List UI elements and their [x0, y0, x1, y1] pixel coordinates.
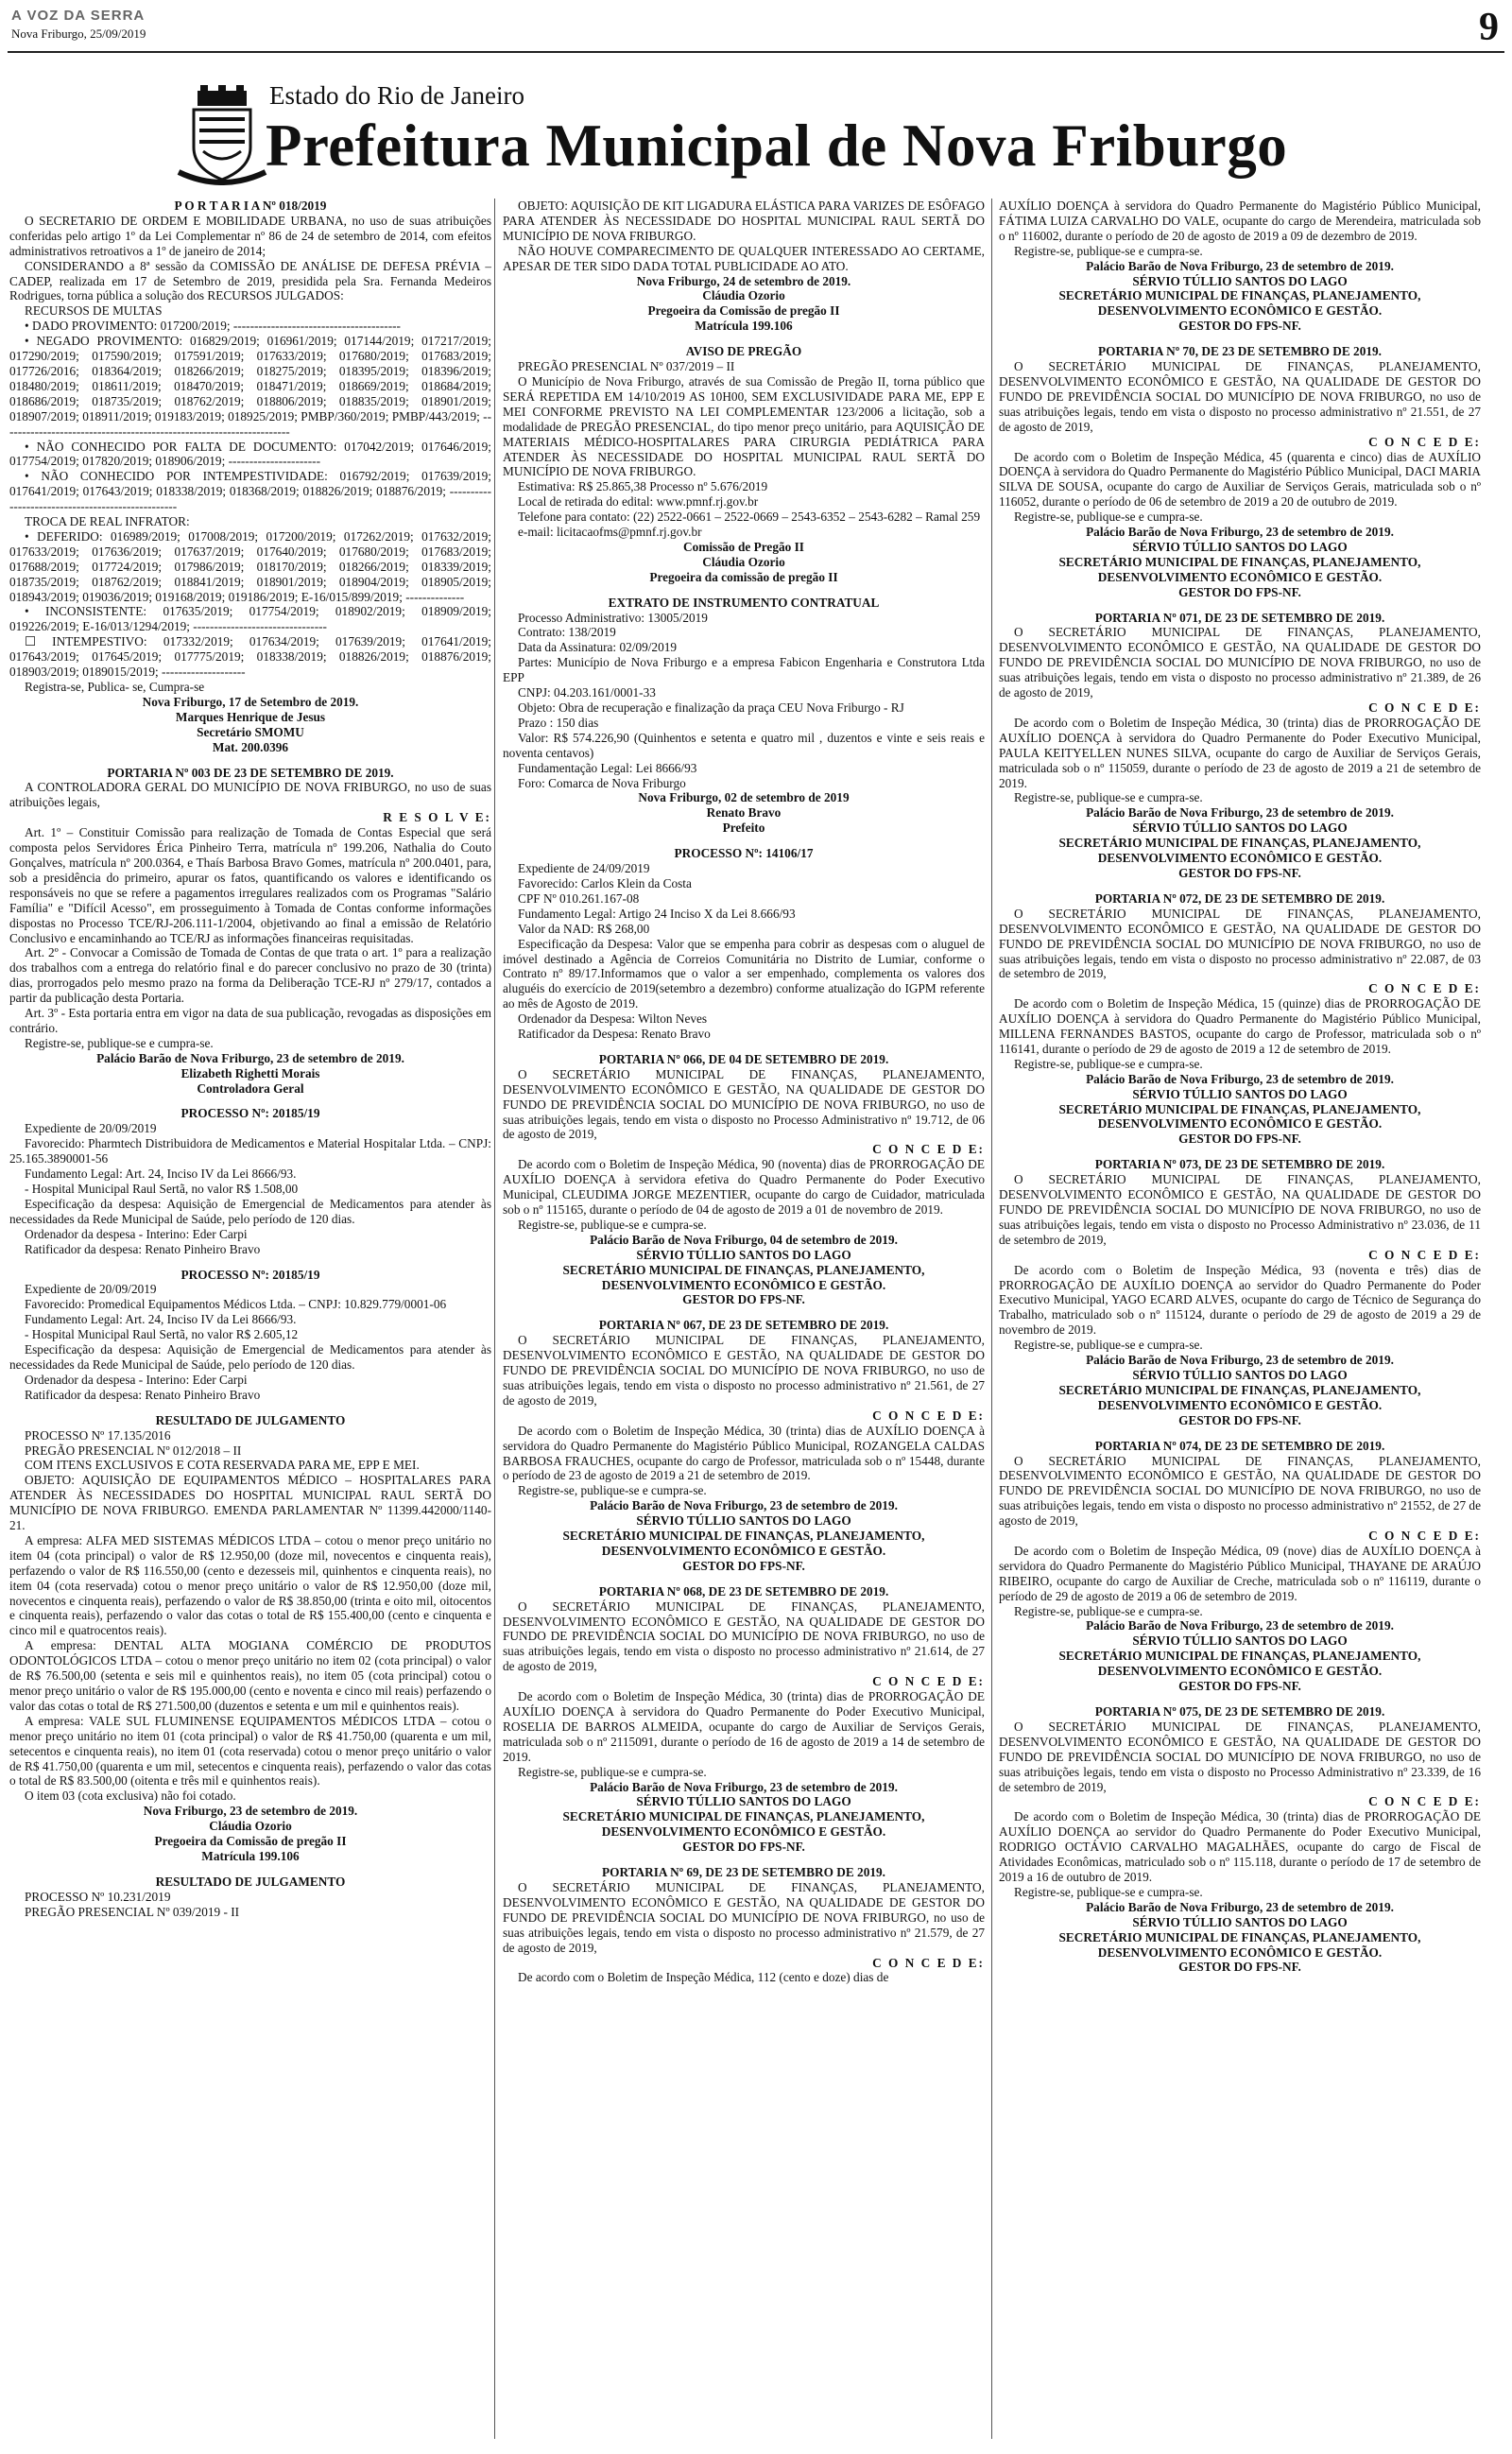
resolution-keyword: C O N C E D E:	[1368, 434, 1481, 449]
page-number: 9	[1479, 6, 1499, 49]
paragraph: Especificação da despesa: Aquisição de Emergencial de Medicamentos para atender às necessidades da Rede Municipal de Saúde, pelo período de 120 dias.	[9, 1342, 491, 1372]
signature-line: GESTOR DO FPS-NF.	[682, 1292, 805, 1307]
signature-line: SÉRVIO TÚLLIO SANTOS DO LAGO	[1132, 273, 1348, 288]
paragraph: Registre-se, publique-se e cumpra-se.	[1014, 1603, 1203, 1618]
paragraph: O SECRETÁRIO MUNICIPAL DE FINANÇAS, PLANEJAMENTO, DESENVOLVIMENTO ECONÔMICO E GESTÃO, NA QUALIDADE DE GESTOR DO FUNDO DE PREVIDÊNCIA SOCIAL DO MUNICÍPIO DE NOVA FRIBURGO, no uso de suas atribuições legais, tendo em vista o disposto no processo administrativo nº 21.579, de 27 de agosto de 2019,	[503, 1879, 985, 1955]
notice-block	[9, 199, 491, 755]
notice-heading: PORTARIA Nº 071, DE 23 DE SETEMBRO DE 2019.	[1094, 610, 1385, 625]
signature-line: P O R T A R I A Nº 018/2019	[174, 199, 327, 213]
paragraph: O SECRETÁRIO MUNICIPAL DE FINANÇAS, PLANEJAMENTO, DESENVOLVIMENTO ECONÔMICO E GESTÃO, NA QUALIDADE DE GESTOR DO FUNDO DE PREVIDÊNCIA SOCIAL DO MUNICÍPIO DE NOVA FRIBURGO, no uso de suas atribuições legais, tendo em vista o disposto no Processo Administrativo nº 19.712, de 06 de agosto de 2019,	[503, 1066, 985, 1142]
signature-line: Palácio Barão de Nova Friburgo, 23 de setembro de 2019.	[1086, 1353, 1394, 1368]
paragraph: Ordenador da despesa - Interino: Eder Carpi	[25, 1372, 248, 1387]
signature-line: Palácio Barão de Nova Friburgo, 23 de setembro de 2019.	[1086, 1618, 1394, 1633]
signature-line: Controladora Geral	[197, 1080, 304, 1096]
paragraph: Favorecido: Carlos Klein da Costa	[518, 875, 692, 890]
paragraph: O SECRETARIO DE ORDEM E MOBILIDADE URBANA, no uso de suas atribuições conferidas pelo artigo 1º da Lei Complementar nº 86 de 24 de setembro de 2014, com efeitos administrativos retroativos a 1º de janeiro de 2014;	[9, 213, 491, 258]
paragraph: De acordo com o Boletim de Inspeção Médica, 93 (noventa e três) dias de PRORROGAÇÃO DE AUXÍLIO DOENÇA ao servidor do Quadro Permanente do Poder Executivo Municipal, YAGO ECARD ALVES, ocupante do cargo de Técnico de Segurança do Trabalho, matriculado sob o nº 115124, durante o período de 29 de agosto de 2019 a 29 de novembro de 2019.	[999, 1262, 1481, 1338]
signature-line: Palácio Barão de Nova Friburgo, 23 de setembro de 2019.	[1086, 1899, 1394, 1914]
paragraph: O item 03 (cota exclusiva) não foi cotado.	[25, 1789, 236, 1804]
paragraph: Art. 3º - Esta portaria entra em vigor na data de sua publicação, revogadas as disposições em contrário.	[9, 1006, 491, 1035]
paragraph: De acordo com o Boletim de Inspeção Médica, 15 (quinze) dias de PRORROGAÇÃO DE AUXÍLIO DOENÇA à servidora do Quadro Permanente do Magistério Público Municipal, MILLENA FERNANDES BASTOS, ocupante do cargo de Professor, matriculada sob o nº 116141, durante o período de 29 de agosto de 2019 a 12 de setembro de 2019.	[999, 996, 1481, 1056]
masthead	[175, 70, 1403, 202]
paragraph: A empresa: DENTAL ALTA MOGIANA COMÉRCIO DE PRODUTOS ODONTOLÓGICOS LTDA – cotou o menor preço unitário no item 02 (cota principal) o valor de R$ 76.500,00 (setenta e seis mil e quinhentos reais), no item 05 (cota principal) cotou o menor preço unitário o valor de R$ 195.000,00 (cento e noventa e cinco mil reais) perfazendo o valor das cotas o total de R$ 271.500,00 (duzentos e setenta e um mil e quinhentos reais).	[9, 1638, 491, 1713]
paragraph: Valor da NAD: R$ 268,00	[518, 921, 650, 936]
notice-heading: PORTARIA Nº 066, DE 04 DE SETEMBRO DE 2019.	[598, 1051, 889, 1066]
paragraph: O SECRETÁRIO MUNICIPAL DE FINANÇAS, PLANEJAMENTO, DESENVOLVIMENTO ECONÔMICO E GESTÃO, NA QUALIDADE DE GESTOR DO FUNDO DE PREVIDÊNCIA SOCIAL DO MUNICÍPIO DE NOVA FRIBURGO, no uso de suas atribuições legais, tendo em vista o disposto no processo administrativo nº 21552, de 27 de agosto de 2019,	[999, 1453, 1481, 1529]
paragraph: Fundamento Legal: Art. 24, Inciso IV da Lei 8666/93.	[25, 1167, 297, 1182]
paragraph: Registre-se, publique-se e cumpra-se.	[1014, 1056, 1203, 1071]
paragraph: Expediente de 24/09/2019	[518, 861, 650, 876]
notice-heading: PROCESSO Nº: 14106/17	[674, 846, 814, 861]
newspaper-name: A VOZ DA SERRA	[11, 8, 146, 24]
paragraph: O SECRETÁRIO MUNICIPAL DE FINANÇAS, PLANEJAMENTO, DESENVOLVIMENTO ECONÔMICO E GESTÃO, NA QUALIDADE DE GESTOR DO FUNDO DE PREVIDÊNCIA SOCIAL DO MUNICÍPIO DE NOVA FRIBURGO, no uso de suas atribuições legais, tendo em vista o disposto no Processo Administrativo nº 23.339, de 16 de setembro de 2019,	[999, 1719, 1481, 1794]
signature-line: Renato Bravo	[706, 805, 782, 821]
paragraph: O SECRETÁRIO MUNICIPAL DE FINANÇAS, PLANEJAMENTO, DESENVOLVIMENTO ECONÔMICO E GESTÃO, NA QUALIDADE DE GESTOR DO FUNDO DE PREVIDÊNCIA SOCIAL DO MUNICÍPIO DE NOVA FRIBURGO, no uso de suas atribuições legais, tendo em vista o disposto no processo administrativo nº 21.561, de 27 de agosto de 2019,	[503, 1333, 985, 1408]
paragraph: Ratificador da despesa: Renato Pinheiro Bravo	[25, 1387, 261, 1402]
paragraph: Art. 1º – Constituir Comissão para realização de Tomada de Contas Especial que será composta pelos Servidores Érica Pinheiro Terra, matrícula nº 199.206, Nathalia do Couto Gonçalves, matrícula nº 200.0364, e Thaís Barbosa Bravo Gomes, matrícula nº 200.0401, para, sob a presidência do primeiro, apurar os fatos, quantificando os valores e identificando os responsáveis no que se refere a pagamentos irregulares realizados com os Programas "Salário Família" e "Difícil Acesso", em prosseguimento à Tomada de Contas conforme informações dispostas no Processo TCE/RJ-206.111-1/2004, objetivando ao final a emissão de Relatório Conclusivo e encaminhando ao TCE/RJ as informações financeiras requisitadas.	[9, 825, 491, 945]
paragraph: Registra-se, Publica- se, Cumpra-se	[25, 680, 205, 694]
paragraph: Favorecido: Pharmtech Distribuidora de Medicamentos e Material Hospitalar Ltda. – CNPJ: 25.165.3890001-56	[9, 1136, 491, 1167]
signature-line: SECRETÁRIO MUNICIPAL DE FINANÇAS, PLANEJAMENTO, DESENVOLVIMENTO ECONÔMICO E GESTÃO.	[1058, 288, 1421, 319]
paragraph: - Hospital Municipal Raul Sertã, no valor R$ 2.605,12	[25, 1327, 299, 1342]
signature-line: Palácio Barão de Nova Friburgo, 23 de setembro de 2019.	[1086, 258, 1394, 273]
resolution-keyword: C O N C E D E:	[872, 1955, 985, 1970]
paragraph: PROCESSO Nº 17.135/2016	[25, 1427, 171, 1443]
signature-line: Palácio Barão de Nova Friburgo, 23 de setembro de 2019.	[1086, 805, 1394, 821]
notice-heading: PORTARIA Nº 072, DE 23 DE SETEMBRO DE 2019.	[1094, 890, 1385, 906]
notice-block	[999, 1157, 1481, 1427]
notice-heading: EXTRATO DE INSTRUMENTO CONTRATUAL	[608, 595, 880, 610]
notice-block	[999, 1439, 1481, 1694]
paragraph: RECURSOS DE MULTAS	[25, 303, 163, 319]
signature-line: GESTOR DO FPS-NF.	[682, 1558, 805, 1573]
signature-line: Palácio Barão de Nova Friburgo, 23 de setembro de 2019.	[96, 1050, 404, 1065]
paragraph: Registre-se, publique-se e cumpra-se.	[518, 1217, 707, 1232]
notice-block	[9, 1268, 491, 1403]
paragraph: O SECRETÁRIO MUNICIPAL DE FINANÇAS, PLANEJAMENTO, DESENVOLVIMENTO ECONÔMICO E GESTÃO, NA QUALIDADE DE GESTOR DO FUNDO DE PREVIDÊNCIA SOCIAL DO MUNICÍPIO DE NOVA FRIBURGO, no uso de suas atribuições legais, tendo em vista o disposto no processo administrativo nº 21.551, de 27 de agosto de 2019,	[999, 359, 1481, 434]
paragraph: COM ITENS EXCLUSIVOS E COTA RESERVADA PARA ME, EPP E MEI.	[25, 1458, 420, 1473]
notice-block	[9, 1106, 491, 1256]
paragraph: Registre-se, publique-se e cumpra-se.	[1014, 1338, 1203, 1353]
signature-line: SÉRVIO TÚLLIO SANTOS DO LAGO	[636, 1513, 851, 1529]
paragraph: Processo Administrativo: 13005/2019	[518, 610, 708, 625]
paragraph: • NÃO CONHECIDO POR FALTA DE DOCUMENTO: 017042/2019; 017646/2019; 017754/2019; 017820/2019; 018906/2019; ----------------------	[9, 439, 491, 469]
paragraph: Fundamento Legal: Artigo 24 Inciso X da Lei 8.666/93	[518, 906, 796, 921]
signature-line: SÉRVIO TÚLLIO SANTOS DO LAGO	[1132, 1633, 1348, 1649]
notice-block	[503, 1318, 985, 1573]
signature-line: SÉRVIO TÚLLIO SANTOS DO LAGO	[1132, 1367, 1348, 1382]
paragraph: Registre-se, publique-se e cumpra-se.	[1014, 243, 1203, 258]
paragraph: OBJETO: AQUISIÇÃO DE KIT LIGADURA ELÁSTICA PARA VARIZES DE ESÔFAGO PARA ATENDER ÀS NECESSIDADE DO HOSPITAL MUNICIPAL RAUL SERTÃ DO MUNICÍPIO DE NOVA FRIBURGO.	[503, 199, 985, 243]
paragraph: Registre-se, publique-se e cumpra-se.	[1014, 510, 1203, 525]
signature-line: Secretário SMOMU	[197, 724, 304, 739]
signature-line: Nova Friburgo, 02 de setembro de 2019	[638, 790, 850, 805]
signature-line: SECRETÁRIO MUNICIPAL DE FINANÇAS, PLANEJAMENTO, DESENVOLVIMENTO ECONÔMICO E GESTÃO.	[1058, 1929, 1421, 1960]
paragraph: • NEGADO PROVIMENTO: 016829/2019; 016961/2019; 017144/2019; 017217/2019; 017290/2019; 017590/2019; 017591/2019; 017633/2019; 017680/2019; 017683/2019; 017726/2016; 018364/2019; 018266/2019; 018275/2019; 018395/2019; 018396/2019; 018480/2019; 018611/2019; 018470/2019; 018471/2019; 018669/2019; 018684/2019; 018686/2019; 018735/2019; 018762/2019; 018806/2019; 018835/2019; 018901/2019; 018907/2019; 018911/2019; 019183/2019; 018925/2019; PMBP/360/2019; PMBP/443/2019; ---------------------------------------------------------------------	[9, 334, 491, 439]
paragraph: Registre-se, publique-se e cumpra-se.	[518, 1483, 707, 1498]
resolution-keyword: C O N C E D E:	[872, 1674, 985, 1689]
paragraph: TROCA DE REAL INFRATOR:	[25, 514, 190, 529]
notice-block	[999, 1704, 1481, 1975]
edition-date: Nova Friburgo, 25/09/2019	[11, 26, 146, 41]
notice-heading: RESULTADO DE JULGAMENTO	[155, 1412, 346, 1427]
signature-line: Mat. 200.0396	[212, 739, 289, 754]
paragraph: Valor: R$ 574.226,90 (Quinhentos e setenta e quatro mil , duzentos e vinte e seis reais e noventa centavos)	[503, 730, 985, 760]
paragraph: O SECRETÁRIO MUNICIPAL DE FINANÇAS, PLANEJAMENTO, DESENVOLVIMENTO ECONÔMICO E GESTÃO, NA QUALIDADE DE GESTOR DO FUNDO DE PREVIDÊNCIA SOCIAL DO MUNICÍPIO DE NOVA FRIBURGO, no uso de suas atribuições legais, tendo em vista o disposto no processo administrativo nº 21.389, de 26 de agosto de 2019,	[999, 625, 1481, 700]
paragraph: - Hospital Municipal Raul Sertã, no valor R$ 1.508,00	[25, 1182, 299, 1196]
notice-block	[503, 1584, 985, 1855]
signature-line: SECRETÁRIO MUNICIPAL DE FINANÇAS, PLANEJAMENTO, DESENVOLVIMENTO ECONÔMICO E GESTÃO.	[1058, 1101, 1421, 1132]
signature-line: GESTOR DO FPS-NF.	[1178, 319, 1301, 334]
page-header	[8, 6, 1504, 53]
signature-line: Matrícula 199.106	[201, 1848, 300, 1863]
paragraph: Objeto: Obra de recuperação e finalização da praça CEU Nova Friburgo - RJ	[518, 700, 904, 715]
notice-heading: PORTARIA Nº 003 DE 23 DE SETEMBRO DE 2019.	[107, 765, 394, 780]
paragraph: De acordo com o Boletim de Inspeção Médica, 30 (trinta) dias de AUXÍLIO DOENÇA à servidora do Quadro Permanente do Magistério Público Municipal, ROZANGELA CALDAS BARBOSA FRAUCHES, ocupante do cargo de Professor, matriculada sob o nº 15448, durante o período de 23 de agosto de 2019 a 21 de setembro de 2019.	[503, 1423, 985, 1483]
paragraph: Ratificador da Despesa: Renato Bravo	[518, 1027, 711, 1042]
prefeitura-title: Prefeitura Municipal de Nova Friburgo	[266, 112, 1288, 179]
column-2	[503, 199, 985, 2439]
notice-heading: RESULTADO DE JULGAMENTO	[155, 1874, 346, 1889]
paragraph: Partes: Município de Nova Friburgo e a empresa Fabicon Engenharia e Construtora Ltda EPP	[503, 655, 985, 685]
paragraph: PREGÃO PRESENCIAL Nº 037/2019 – II	[518, 359, 735, 374]
signature-line: Cláudia Ozorio	[702, 288, 785, 303]
paragraph: CNPJ: 04.203.161/0001-33	[518, 685, 656, 700]
notice-heading: PORTARIA Nº 073, DE 23 DE SETEMBRO DE 2019.	[1094, 1157, 1385, 1172]
signature-line: Palácio Barão de Nova Friburgo, 23 de setembro de 2019.	[590, 1498, 898, 1513]
paragraph: Ordenador da Despesa: Wilton Neves	[518, 1011, 708, 1027]
paragraph: O SECRETÁRIO MUNICIPAL DE FINANÇAS, PLANEJAMENTO, DESENVOLVIMENTO ECONÔMICO E GESTÃO, NA QUALIDADE DE GESTOR DO FUNDO DE PREVIDÊNCIA SOCIAL DO MUNICÍPIO DE NOVA FRIBURGO, no uso de suas atribuições legais, tendo em vista o disposto no processo administrativo nº 22.087, de 03 de setembro de 2019,	[999, 906, 1481, 981]
resolution-keyword: C O N C E D E:	[1368, 1794, 1481, 1809]
paragraph: CONSIDERANDO a 8ª sessão da COMISSÃO DE ANÁLISE DE DEFESA PRÉVIA – CADEP, realizada em 17 de Setembro de 2019, presidida pela Sra. Fernanda Medeiros Rodrigues, torna pública a solução dos RECURSOS JULGADOS:	[9, 258, 491, 303]
paragraph: Art. 2º - Convocar a Comissão de Tomada de Contas de que trata o art. 1º para a realização dos trabalhos com a entrega do relatório final e do parecer conclusivo no prazo de 30 (trinta) dias, prorrogados pelo mesmo prazo na forma da Deliberação TCE-RJ nº 279/17, contados a partir da publicação desta Portaria.	[9, 945, 491, 1006]
signature-line: Matrícula 199.106	[695, 319, 793, 334]
notice-heading: PORTARIA Nº 067, DE 23 DE SETEMBRO DE 2019.	[598, 1318, 889, 1333]
signature-line: GESTOR DO FPS-NF.	[1178, 584, 1301, 599]
signature-line: Palácio Barão de Nova Friburgo, 04 de setembro de 2019.	[590, 1232, 898, 1247]
resolution-keyword: C O N C E D E:	[1368, 700, 1481, 715]
paragraph: AUXÍLIO DOENÇA à servidora do Quadro Permanente do Magistério Público Municipal, FÁTIMA LUIZA CARVALHO DO VALE, ocupante do cargo de Merendeira, matriculada sob o nº 116002, durante o período de 20 de agosto de 2019 a 09 de dezembro de 2019.	[999, 199, 1481, 243]
paragraph: Telefone para contato: (22) 2522-0661 – 2522-0669 – 2543-6352 – 2543-6282 – Ramal 259	[518, 510, 981, 525]
signature-line: SECRETÁRIO MUNICIPAL DE FINANÇAS, PLANEJAMENTO, DESENVOLVIMENTO ECONÔMICO E GESTÃO.	[562, 1262, 925, 1292]
paragraph: De acordo com o Boletim de Inspeção Médica, 30 (trinta) dias de PRORROGAÇÃO DE AUXÍLIO DOENÇA ao servidor do Quadro Permanente do Poder Executivo Municipal, RODRIGO OCTÁVIO CARVALHO MAGALHÃES, ocupante do cargo de Fiscal de Atividades Econômicas, matriculado sob o nº 115.118, durante o período de 17 de setembro de 2019 a 16 de outubro de 2019.	[999, 1809, 1481, 1884]
notice-heading: PROCESSO Nº: 20185/19	[180, 1106, 320, 1121]
signature-line: GESTOR DO FPS-NF.	[1178, 865, 1301, 880]
notice-block	[9, 1875, 491, 1920]
signature-line: Marques Henrique de Jesus	[175, 709, 326, 724]
paragraph: Local de retirada do edital: www.pmnf.rj.gov.br	[518, 494, 759, 510]
paragraph: PREGÃO PRESENCIAL Nº 039/2019 - II	[25, 1904, 240, 1919]
paragraph: De acordo com o Boletim de Inspeção Médica, 30 (trinta) dias de PRORROGAÇÃO DE AUXÍLIO DOENÇA à servidora do Quadro Permanente do Poder Executivo Municipal, PAULA KEITYELLEN NUNES SILVA, ocupante do cargo de Auxiliar de Serviços Gerais, matriculada sob o nº 115059, durante o período de 23 de agosto de 2019 a 21 de setembro de 2019.	[999, 715, 1481, 790]
resolution-keyword: C O N C E D E:	[872, 1142, 985, 1157]
paragraph: De acordo com o Boletim de Inspeção Médica, 09 (nove) dias de AUXÍLIO DOENÇA à servidora do Quadro Permanente do Magistério Público Municipal, THAYANE DE ARAÚJO RIBEIRO, ocupante do cargo de Auxiliar de Creche, matriculada sob o nº 116119, durante o período de 29 de agosto de 2019 a 06 de setembro de 2019.	[999, 1543, 1481, 1603]
paragraph: Expediente de 20/09/2019	[25, 1121, 157, 1136]
signature-line: SECRETÁRIO MUNICIPAL DE FINANÇAS, PLANEJAMENTO, DESENVOLVIMENTO ECONÔMICO E GESTÃO.	[562, 1809, 925, 1840]
notice-heading: PORTARIA Nº 075, DE 23 DE SETEMBRO DE 2019.	[1094, 1704, 1385, 1719]
notice-heading: PORTARIA Nº 068, DE 23 DE SETEMBRO DE 2019.	[598, 1583, 889, 1599]
paragraph: PREGÃO PRESENCIAL Nº 012/2018 – II	[25, 1443, 242, 1458]
paragraph: De acordo com o Boletim de Inspeção Médica, 45 (quarenta e cinco) dias de AUXÍLIO DOENÇA à servidora do Quadro Permanente do Magistério Público Municipal, DACI MARIA SILVA DE SOUSA, ocupante do cargo de Auxiliar de Serviços Gerais, matriculada sob o nº 116052, durante o período de 06 de setembro de 2019 a 20 de outubro de 2019.	[999, 449, 1481, 510]
signature-line: Cláudia Ozorio	[209, 1819, 292, 1834]
paragraph: De acordo com o Boletim de Inspeção Médica, 112 (cento e doze) dias de	[518, 1970, 889, 1985]
signature-line: Prefeito	[722, 821, 765, 836]
signature-line: GESTOR DO FPS-NF.	[1178, 1960, 1301, 1975]
signature-line: SECRETÁRIO MUNICIPAL DE FINANÇAS, PLANEJAMENTO, DESENVOLVIMENTO ECONÔMICO E GESTÃO.	[1058, 1382, 1421, 1412]
paragraph: PROCESSO Nº 10.231/2019	[25, 1889, 171, 1904]
signature-line: SÉRVIO TÚLLIO SANTOS DO LAGO	[1132, 539, 1348, 554]
paragraph: Contrato: 138/2019	[518, 625, 616, 640]
notice-block	[999, 199, 1481, 334]
signature-line: SÉRVIO TÚLLIO SANTOS DO LAGO	[1132, 1086, 1348, 1101]
signature-line: GESTOR DO FPS-NF.	[1178, 1412, 1301, 1427]
notice-heading: PORTARIA Nº 69, DE 23 DE SETEMBRO DE 2019.	[602, 1865, 885, 1880]
resolution-keyword: C O N C E D E:	[1368, 1529, 1481, 1544]
paragraph: • INCONSISTENTE: 017635/2019; 017754/2019; 018902/2019; 018909/2019; 019226/2019; E-16/013/1294/2019; --------------------------------	[9, 604, 491, 634]
resolution-keyword: C O N C E D E:	[1368, 1247, 1481, 1262]
signature-line: GESTOR DO FPS-NF.	[1178, 1679, 1301, 1694]
paragraph: Estimativa: R$ 25.865,38 Processo nº 5.676/2019	[518, 479, 768, 494]
signature-line: Pregoeira da Comissão de pregão II	[154, 1834, 347, 1849]
paragraph: Ratificador da despesa: Renato Pinheiro Bravo	[25, 1241, 261, 1256]
paragraph: Ordenador da despesa - Interino: Eder Carpi	[25, 1226, 248, 1241]
paragraph: A CONTROLADORA GERAL DO MUNICÍPIO DE NOVA FRIBURGO, no uso de suas atribuições legais,	[9, 780, 491, 810]
paragraph: Registre-se, publique-se e cumpra-se.	[518, 1764, 707, 1779]
paragraph: Registre-se, publique-se e cumpra-se.	[1014, 790, 1203, 805]
paragraph: A empresa: VALE SUL FLUMINENSE EQUIPAMENTOS MÉDICOS LTDA – cotou o menor preço unitário no item 01 (cota principal) o valor de R$ 41.750,00 (quarenta e um mil, setecentos e cinquenta reais), no item 01 (cota reservada) cotou o menor preço unitário o valor de R$ 41.750,00 (quarenta e um mil, setecentos e cinquenta reais), perfazendo o valor das cotas o total de R$ 83.500,00 (oitenta e três mil e quinhentos reais).	[9, 1713, 491, 1789]
paragraph: e-mail: licitacaofms@pmnf.rj.gov.br	[518, 525, 702, 540]
signature-line: Pregoeira da comissão de pregão II	[649, 569, 838, 584]
state-name: Estado do Rio de Janeiro	[269, 81, 524, 110]
notice-heading: PROCESSO Nº: 20185/19	[180, 1267, 320, 1282]
notice-block	[503, 1865, 985, 1985]
paragraph: • DEFERIDO: 016989/2019; 017008/2019; 017200/2019; 017262/2019; 017632/2019; 017633/2019; 017636/2019; 017637/2019; 017640/2019; 017680/2019; 017683/2019; 017688/2019; 017724/2019; 017986/2019; 018170/2019; 018266/2019; 018339/2019; 018735/2019; 018762/2019; 018841/2019; 018901/2019; 018904/2019; 018905/2019; 018943/2019; 019036/2019; 019168/2019; 019186/2019; E-16/015/899/2019; --------------	[9, 528, 491, 604]
notice-block	[999, 891, 1481, 1147]
signature-line: SÉRVIO TÚLLIO SANTOS DO LAGO	[636, 1794, 851, 1809]
signature-line: SECRETÁRIO MUNICIPAL DE FINANÇAS, PLANEJAMENTO, DESENVOLVIMENTO ECONÔMICO E GESTÃO.	[1058, 554, 1421, 584]
paragraph: Especificação da despesa: Aquisição de Emergencial de Medicamentos para atender às necessidades da Rede Municipal de Saúde, pelo período de 120 dias.	[9, 1196, 491, 1226]
column-divider	[494, 199, 495, 2439]
notice-block	[503, 199, 985, 334]
signature-line: Pregoeira da Comissão de pregão II	[647, 303, 840, 319]
signature-line: Palácio Barão de Nova Friburgo, 23 de setembro de 2019.	[1086, 1071, 1394, 1086]
signature-line: Nova Friburgo, 24 de setembro de 2019.	[636, 273, 851, 288]
paragraph: • DADO PROVIMENTO: 017200/2019; ----------------------------------------	[25, 319, 401, 334]
notice-block	[9, 1413, 491, 1864]
resolution-keyword: C O N C E D E:	[1368, 981, 1481, 996]
paragraph: A empresa: ALFA MED SISTEMAS MÉDICOS LTDA – cotou o menor preço unitário no item 04 (cota principal) o valor de R$ 12.950,00 (doze mil, novecentos e cinquenta reais), perfazendo o valor de R$ 116.550,00 (cento e dezesseis mil, quinhentos e cinquenta reais), no item 04 (cota reservada) cotou o menor preço unitário o valor de R$ 12.950,00 (doze mil, novecentos e cinquenta reais), perfazendo o valor de R$ 38.850,00 (trinta e oito mil, oitocentos e cinquenta reais), perfazendo o valor das cotas o total de R$ 155.400,00 (cento e cinquenta e cinco mil e quatrocentos reais).	[9, 1532, 491, 1638]
paragraph: Fundamento Legal: Art. 24, Inciso IV da Lei 8666/93.	[25, 1312, 297, 1327]
signature-line: Elizabeth Righetti Morais	[180, 1065, 320, 1080]
resolution-keyword: C O N C E D E:	[872, 1408, 985, 1423]
paragraph: O SECRETÁRIO MUNICIPAL DE FINANÇAS, PLANEJAMENTO, DESENVOLVIMENTO ECONÔMICO E GESTÃO, NA QUALIDADE DE GESTOR DO FUNDO DE PREVIDÊNCIA SOCIAL DO MUNICÍPIO DE NOVA FRIBURGO, no uso de suas atribuições legais, tendo em vista o disposto no processo administrativo nº 21.614, de 27 de agosto de 2019,	[503, 1599, 985, 1674]
paragraph: Data da Assinatura: 02/09/2019	[518, 640, 678, 655]
signature-line: GESTOR DO FPS-NF.	[1178, 1132, 1301, 1147]
column-3	[999, 199, 1481, 2439]
notice-heading: PORTARIA Nº 70, DE 23 DE SETEMBRO DE 2019.	[1098, 344, 1382, 359]
paragraph: De acordo com o Boletim de Inspeção Médica, 30 (trinta) dias de PRORROGAÇÃO DE AUXÍLIO DOENÇA à servidora do Quadro Permanente do Poder Executivo Municipal, ROSELIA DE BARROS ALMEIDA, ocupante do cargo de Auxiliar de Serviços Gerais, matriculada sob o nº 2115091, durante o período de 16 de agosto de 2019 a 14 de setembro de 2019.	[503, 1689, 985, 1764]
signature-line: SECRETÁRIO MUNICIPAL DE FINANÇAS, PLANEJAMENTO, DESENVOLVIMENTO ECONÔMICO E GESTÃO.	[562, 1529, 925, 1558]
paragraph: O Município de Nova Friburgo, através de sua Comissão de Pregão II, torna público que SERÁ REPETIDA EM 14/10/2019 AS 10H00, SEM EXCLUSIVIDADE PARA ME, EPP E MEI CONFORME PREVISTO NA LEI COMPLEMENTAR 123/2006 a licitação, sob a modalidade de PREGÃO PRESENCIAL, do tipo menor preço unitário, para AQUISIÇÃO DE MATERIAIS MÉDICO-HOSPITALARES PARA CIRURGIA PEDIÁTRICA PARA ATENDER ÀS NECESSIDADE DO HOSPITAL MUNICIPAL RAUL SERTÃ DO MUNICÍPIO DE NOVA FRIBURGO.	[503, 373, 985, 479]
paragraph: Foro: Comarca de Nova Friburgo	[518, 775, 686, 790]
notice-heading: AVISO DE PREGÃO	[685, 344, 802, 359]
paragraph: Expediente de 20/09/2019	[25, 1282, 157, 1297]
column-divider	[991, 199, 992, 2439]
paragraph: Favorecido: Promedical Equipamentos Médicos Ltda. – CNPJ: 10.829.779/0001-06	[25, 1297, 447, 1312]
signature-line: Palácio Barão de Nova Friburgo, 23 de setembro de 2019.	[1086, 525, 1394, 540]
column-1	[9, 199, 491, 2439]
signature-line: Cláudia Ozorio	[702, 554, 785, 569]
municipal-crest-icon	[175, 81, 269, 185]
paragraph: Prazo : 150 dias	[518, 715, 599, 730]
paragraph: O SECRETÁRIO MUNICIPAL DE FINANÇAS, PLANEJAMENTO, DESENVOLVIMENTO ECONÔMICO E GESTÃO, NA QUALIDADE DE GESTOR DO FUNDO DE PREVIDÊNCIA SOCIAL DO MUNICÍPIO DE NOVA FRIBURGO, no uso de suas atribuições legais, tendo em vista o disposto no Processo Administrativo nº 23.036, de 11 de setembro de 2019,	[999, 1172, 1481, 1247]
resolution-keyword: R E S O L V E:	[383, 810, 491, 825]
paragraph: Registre-se, publique-se e cumpra-se.	[25, 1035, 214, 1050]
signature-line: SECRETÁRIO MUNICIPAL DE FINANÇAS, PLANEJAMENTO, DESENVOLVIMENTO ECONÔMICO E GESTÃO.	[1058, 1649, 1421, 1679]
paragraph: NÃO HOUVE COMPARECIMENTO DE QUALQUER INTERESSADO AO CERTAME, APESAR DE TER SIDO DADA TOTAL PUBLICIDADE AO ATO.	[503, 243, 985, 273]
notice-block	[503, 1052, 985, 1307]
paragraph: CPF Nº 010.261.167-08	[518, 890, 640, 906]
notice-heading: PORTARIA Nº 074, DE 23 DE SETEMBRO DE 2019.	[1094, 1438, 1385, 1453]
notice-block	[503, 344, 985, 585]
paragraph: OBJETO: AQUISIÇÃO DE EQUIPAMENTOS MÉDICO – HOSPITALARES PARA ATENDER ÀS NECESSIDADES DO HOSPITAL MUNICIPAL RAUL SERTÃ DO MUNICÍPIO DE NOVA FRIBURGO. EMENDA PARLAMENTAR Nº 11399.442000/1140-21.	[9, 1473, 491, 1533]
paragraph: De acordo com o Boletim de Inspeção Médica, 90 (noventa) dias de PRORROGAÇÃO DE AUXÍLIO DOENÇA à servidora efetiva do Quadro Permanente do Poder Executivo Municipal, CLEUDIMA JORGE MEZENTIER, ocupante do cargo de Cuidador, matriculada sob o nº 115165, durante o período de 04 de agosto de 2019 a 01 de novembro de 2019.	[503, 1157, 985, 1217]
notice-block	[9, 766, 491, 1097]
notice-block	[503, 846, 985, 1042]
signature-line: SÉRVIO TÚLLIO SANTOS DO LAGO	[1132, 821, 1348, 836]
signature-line: Comissão de Pregão II	[683, 539, 804, 554]
signature-line: Palácio Barão de Nova Friburgo, 23 de setembro de 2019.	[590, 1779, 898, 1794]
notice-block	[503, 596, 985, 837]
signature-line: GESTOR DO FPS-NF.	[682, 1840, 805, 1855]
signature-line: Nova Friburgo, 23 de setembro de 2019.	[143, 1804, 358, 1819]
paragraph: Especificação da Despesa: Valor que se empenha para cobrir as despesas com o aluguel de imóvel destinado a Agência de Correios Comunitária no Distrito de Lumiar, conforme o Contrato nº 89/17.Informamos que o valor a ser empenhado, complementa os valores dos aluguéis do exercício de 2019(setembro a dezembro) conforme atualização do IGPM referente ao mês de Agosto de 2019.	[503, 936, 985, 1011]
signature-line: SÉRVIO TÚLLIO SANTOS DO LAGO	[636, 1247, 851, 1262]
notice-block	[999, 611, 1481, 881]
signature-line: SECRETÁRIO MUNICIPAL DE FINANÇAS, PLANEJAMENTO, DESENVOLVIMENTO ECONÔMICO E GESTÃO.	[1058, 836, 1421, 866]
signature-line: Nova Friburgo, 17 de Setembro de 2019.	[142, 694, 359, 709]
paragraph: Registre-se, publique-se e cumpra-se.	[1014, 1884, 1203, 1899]
signature-line: SÉRVIO TÚLLIO SANTOS DO LAGO	[1132, 1914, 1348, 1929]
notice-block	[999, 344, 1481, 599]
paragraph: • NÃO CONHECIDO POR INTEMPESTIVIDADE: 016792/2019; 017639/2019; 017641/2019; 017643/2019; 018338/2019; 018368/2019; 018826/2019; 018876/2019; --------------------------------------------------	[9, 469, 491, 514]
paragraph: ☐ INTEMPESTIVO: 017332/2019; 017634/2019; 017639/2019; 017641/2019; 017643/2019; 017645/2019; 017775/2019; 018338/2019; 018826/2019; 018876/2019; 018903/2019; 0189015/2019; --------------------	[9, 634, 491, 680]
paragraph: Fundamentação Legal: Lei 8666/93	[518, 760, 697, 775]
